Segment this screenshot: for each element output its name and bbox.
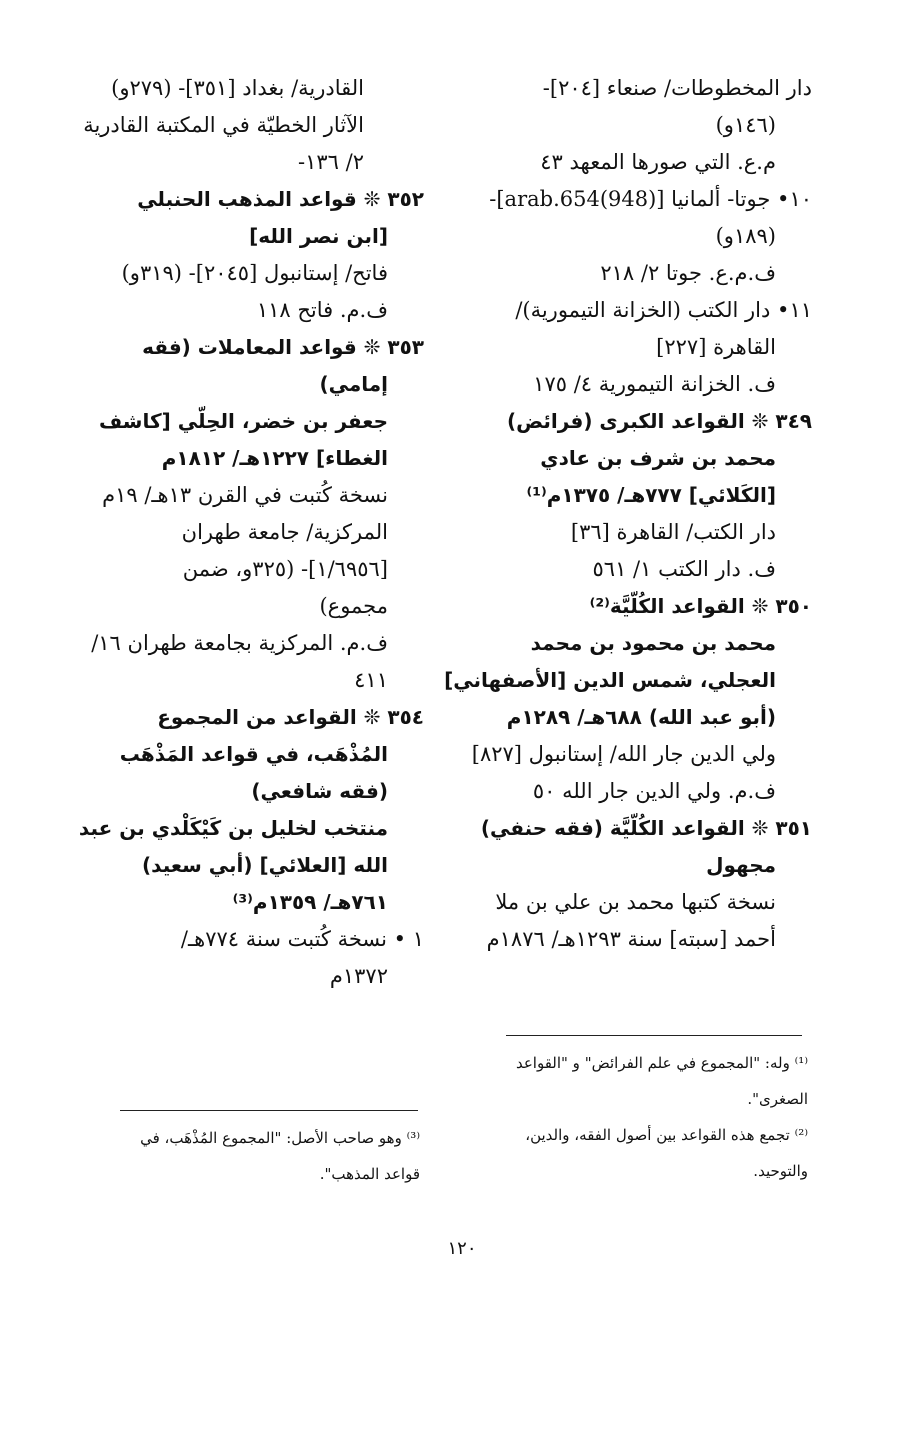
text-line: دار الكتب/ القاهرة [٣٦] — [570, 520, 776, 544]
text-line: [١/٦٩٥٦]- (٣٢٥و، ضمن — [182, 557, 388, 581]
entry-heading: المُذْهَب، في قواعد المَذْهَب — [119, 742, 388, 766]
text-line: ١٠• جوتا- ألمانيا [arab.654(948)]- — [489, 187, 812, 211]
text-line: ف.م. فاتح ١١٨ — [256, 298, 388, 322]
author-line: ٧٦١هـ/ ١٣٥٩م⁽³⁾ — [232, 890, 388, 914]
right-column — [444, 70, 812, 958]
text-line: القادرية/ بغداد [٣٥١]- (٢٧٩و) — [111, 76, 364, 100]
footnote-line: ⁽³⁾ وهو صاحب الأصل: "المجموع المُذْهَب، في — [140, 1129, 420, 1147]
footnote-line: ⁽¹⁾ وله: "المجموع في علم الفرائض" و "القواعد — [515, 1054, 808, 1072]
author-line: (أبو عبد الله) ٦٨٨هـ/ ١٢٨٩م — [506, 705, 776, 729]
text-line: ١١• دار الكتب (الخزانة التيمورية)/ — [515, 298, 812, 322]
text-line: ف.م. ولي الدين جار الله ٥٠ — [532, 779, 776, 803]
text-line: نسخة كتبها محمد بن علي بن ملا — [495, 890, 776, 914]
left-column — [78, 70, 424, 995]
text-line: فاتح/ إستانبول [٢٠٤٥]- (٣١٩و) — [121, 261, 388, 285]
entry-heading: ٣٥١ ❊ القواعد الكُلّيَّة (فقه حنفي) — [480, 816, 812, 840]
author-line: [ابن نصر الله] — [249, 224, 388, 248]
author-line: العجلي، شمس الدين [الأصفهاني] — [444, 668, 776, 692]
author-line: منتخب لخليل بن كَيْكَلْدي بن عبد — [78, 816, 388, 840]
text-line: ٢/ ١٣٦- — [298, 150, 364, 174]
text-line: ف. الخزانة التيمورية ٤/ ١٧٥ — [533, 372, 776, 396]
text-line: المركزية/ جامعة طهران — [181, 520, 388, 544]
author-line: الغطاء] ١٢٢٧هـ/ ١٨١٢م — [161, 446, 388, 470]
footnotes-left — [90, 1120, 420, 1192]
author-line: محمد بن محمود بن محمد — [530, 631, 776, 655]
text-line: أحمد [سبته] سنة ١٢٩٣هـ/ ١٨٧٦م — [486, 927, 776, 951]
entry-heading: ٣٤٩ ❊ القواعد الكبرى (فرائض) — [506, 409, 812, 433]
text-line: ف.م.ع. جوتا ٢/ ٢١٨ — [600, 261, 776, 285]
entry-heading: ٣٥٤ ❊ القواعد من المجموع — [157, 705, 424, 729]
author-line: جعفر بن خضر، الحِلّي [كاشف — [98, 409, 388, 433]
text-line: م.ع. التي صورها المعهد ٤٣ — [540, 150, 776, 174]
text-line: ولي الدين جار الله/ إستانبول [٨٢٧] — [471, 742, 776, 766]
author-line: محمد بن شرف بن عادي — [540, 446, 776, 470]
entry-heading: ٣٥٢ ❊ قواعد المذهب الحنبلي — [137, 187, 424, 211]
text-line: الآثار الخطيّة في المكتبة القادرية — [83, 113, 364, 137]
footnote-line: ⁽²⁾ تجمع هذه القواعد بين أصول الفقه، والدين، — [525, 1126, 808, 1144]
text-line: ف.م. المركزية بجامعة طهران ١٦/ — [91, 631, 388, 655]
footnote-line: قواعد المذهب". — [319, 1165, 420, 1183]
text-line: ١٣٧٢م — [329, 964, 388, 988]
footnotes-right — [468, 1045, 808, 1189]
text-line: ١ • نسخة كُتبت سنة ٧٧٤هـ/ — [180, 927, 424, 951]
entry-heading: ٣٥٠ ❊ القواعد الكُلّيَّة⁽²⁾ — [589, 594, 812, 618]
footnote-line: والتوحيد. — [753, 1162, 808, 1180]
entry-heading: (فقه شافعي) — [251, 779, 388, 803]
author-line: [الكَلائي] ٧٧٧هـ/ ١٣٧٥م⁽¹⁾ — [526, 483, 776, 507]
footnote-line: الصغرى". — [747, 1090, 808, 1108]
text-line: مجموع) — [319, 594, 388, 618]
text-line: (١٤٦و) — [715, 113, 776, 137]
text-line: دار المخطوطات/ صنعاء [٢٠٤]- — [542, 76, 812, 100]
footnote-separator — [120, 1110, 418, 1111]
text-line: ف. دار الكتب ١/ ٥٦١ — [592, 557, 776, 581]
text-line: (١٨٩و) — [715, 224, 776, 248]
text-line: القاهرة [٢٢٧] — [656, 335, 776, 359]
entry-heading: إمامي) — [319, 372, 388, 396]
footnote-separator — [506, 1035, 802, 1036]
author-line: مجهول — [706, 853, 776, 877]
page-number: ١٢٠ — [447, 1238, 477, 1259]
text-line: نسخة كُتبت في القرن ١٣هـ/ ١٩م — [102, 483, 388, 507]
text-line: ٤١١ — [354, 668, 388, 692]
entry-heading: ٣٥٣ ❊ قواعد المعاملات (فقه — [142, 335, 424, 359]
author-line: الله [العلائي] (أبي سعيد) — [142, 853, 388, 877]
